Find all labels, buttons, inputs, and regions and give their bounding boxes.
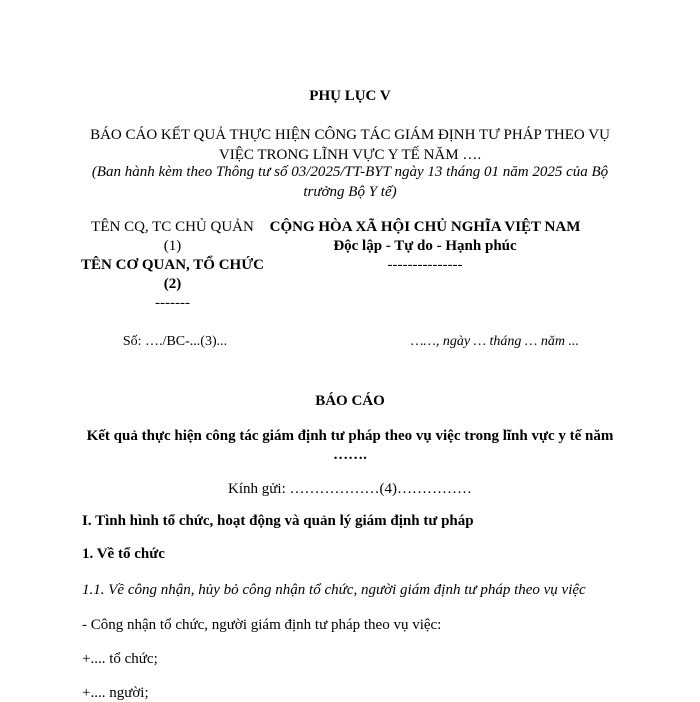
agency-divider: -------	[155, 295, 190, 311]
document-number: Số: …./BC-...(3)...	[122, 334, 228, 349]
recognition-line: - Công nhận tổ chức, người giám định tư pháp theo vụ việc:	[82, 617, 442, 633]
section-heading-1-1: 1. Về tổ chức	[82, 546, 165, 562]
national-motto: Độc lập - Tự do - Hạnh phúc	[333, 238, 517, 254]
agency-block	[80, 218, 265, 313]
national-header-block	[260, 218, 590, 275]
report-title: BÁO CÁO KẾT QUẢ THỰC HIỆN CÔNG TÁC GIÁM ĐỊNH TƯ PHÁP THEO VỤ VIỆC TRONG LĨNH VỰC Y TẾ NĂM ….	[90, 127, 610, 163]
country-name: CỘNG HÒA XÃ HỘI CHỦ NGHĨA VIỆT NAM	[269, 219, 581, 235]
section-heading-1: I. Tình hình tổ chức, hoạt động và quản lý giám định tư pháp	[82, 513, 474, 529]
note-1: (1)	[163, 238, 182, 254]
document-date: ……, ngày … tháng … năm ...	[410, 334, 579, 349]
note-2: (2)	[163, 276, 182, 292]
people-count-line: +.... người;	[82, 685, 149, 701]
main-title: BÁO CÁO	[315, 393, 385, 409]
appendix-heading: PHỤ LỤC V	[309, 88, 391, 104]
motto-divider: ---------------	[387, 257, 463, 273]
organization-count-line: +.... tổ chức;	[82, 651, 158, 667]
agency-name: TÊN CƠ QUAN, TỔ CHỨC	[81, 257, 264, 273]
governing-body: TÊN CQ, TC CHỦ QUẢN	[91, 219, 254, 235]
section-heading-1-1-1: 1.1. Về công nhận, hủy bỏ công nhận tổ chức, người giám định tư pháp theo vụ việc	[82, 582, 586, 598]
main-subtitle: Kết quả thực hiện công tác giám định tư pháp theo vụ việc trong lĩnh vực y tế năm …….	[86, 428, 614, 463]
issued-note: (Ban hành kèm theo Thông tư số 03/2025/TT-BYT ngày 13 tháng 01 năm 2025 của Bộ trưởng Bộ Y tế)	[91, 164, 609, 200]
recipient-line: Kính gửi: ………………(4)……………	[228, 481, 472, 497]
